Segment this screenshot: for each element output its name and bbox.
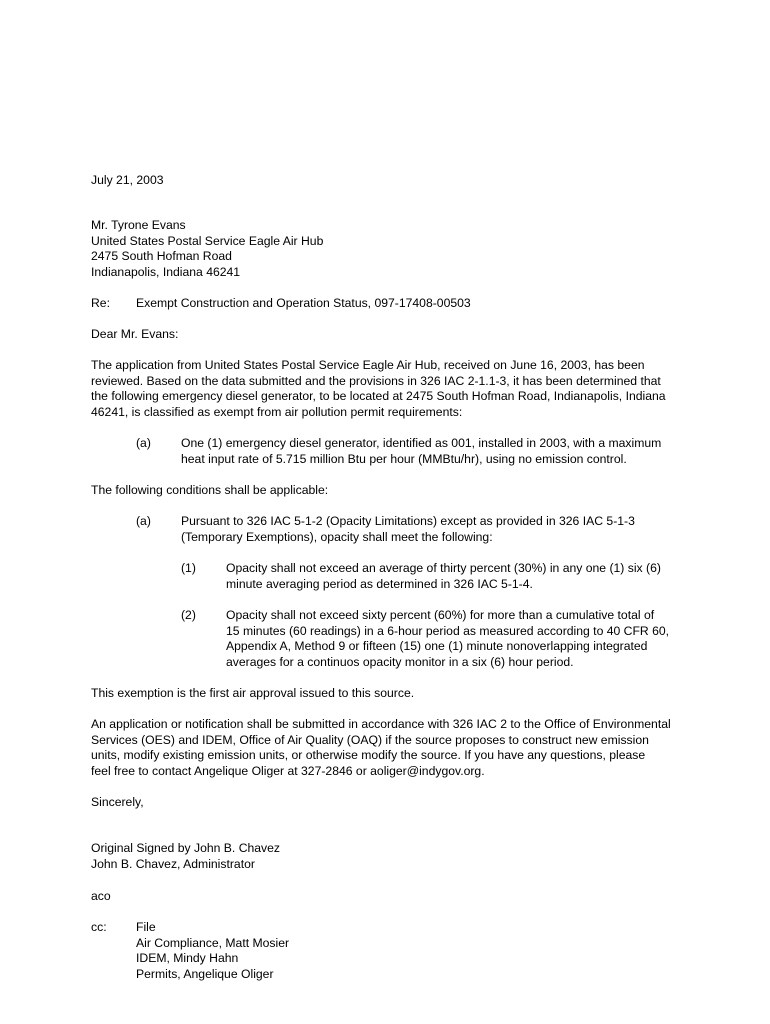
paragraph-line: Services (OES) and IDEM, Office of Air Quality (OAQ) if the source proposes to construct new emission <box>91 732 649 747</box>
sub-item-line: Opacity shall not exceed sixty percent (60%) for more than a cumulative total of <box>226 608 655 622</box>
list-item-line: heat input rate of 5.715 million Btu per hour (MMBtu/hr), using no emission control. <box>181 451 627 466</box>
typist-initials <box>91 889 691 905</box>
cc-recipient: Air Compliance, Matt Mosier <box>136 935 290 950</box>
recipient-name: Mr. Tyrone Evans <box>91 218 186 232</box>
list-marker: (a) <box>136 514 151 528</box>
recipient-city: Indianapolis, Indiana 46241 <box>91 264 241 279</box>
closing-text: Sincerely, <box>91 795 144 809</box>
subject-line <box>91 296 691 312</box>
salutation-text: Dear Mr. Evans: <box>91 327 179 341</box>
paragraph-line: The application from United States Postal Service Eagle Air Hub, received on June 16, 2003, has been <box>91 358 645 372</box>
conditions-intro <box>91 483 691 499</box>
signature-line: Original Signed by John B. Chavez <box>91 841 281 855</box>
first-approval-text: This exemption is the first air approval issued to this source. <box>91 686 415 700</box>
sub-item-line: averages for a continuos opacity monitor in a six (6) hour period. <box>226 654 574 669</box>
signer-title: John B. Chavez, Administrator <box>91 856 255 871</box>
recipient-street: 2475 South Hofman Road <box>91 249 232 264</box>
paragraph-line: reviewed. Based on the data submitted and the provisions in 326 IAC 2-1.1-3, it has been determined that <box>91 373 661 388</box>
list-item-line: (Temporary Exemptions), opacity shall meet the following: <box>181 529 493 544</box>
salutation <box>91 327 691 343</box>
paragraph-line: the following emergency diesel generator, to be located at 2475 South Hofman Road, Indianapolis, Indiana <box>91 389 666 404</box>
intro-paragraph <box>91 358 691 420</box>
sub-item-line: minute averaging period as determined in 326 IAC 5-1-4. <box>226 576 533 591</box>
sub-item-line: Appendix A, Method 9 or fifteen (15) one (1) minute nonoverlapping integrated <box>226 639 648 654</box>
first-approval-paragraph <box>91 686 691 702</box>
paragraph-line: An application or notification shall be submitted in accordance with 326 IAC 2 to the Office of Environmental <box>91 717 671 731</box>
initials-text: aco <box>91 889 111 903</box>
cc-recipient: IDEM, Mindy Hahn <box>136 951 239 966</box>
list-marker: (a) <box>136 436 151 450</box>
sub-list-marker: (1) <box>181 561 196 575</box>
paragraph-line: units, modify existing emission units, or otherwise modify the source. If you have any questions, please <box>91 748 646 763</box>
notice-paragraph <box>91 717 691 779</box>
cc-recipient: Permits, Angelique Oliger <box>136 966 274 981</box>
signature-block <box>91 841 691 872</box>
paragraph-line: 46241, is classified as exempt from air pollution permit requirements: <box>91 404 463 419</box>
re-label: Re: <box>91 296 110 310</box>
conditions-intro-text: The following conditions shall be applicable: <box>91 483 329 497</box>
re-subject: Exempt Construction and Operation Status, 097-17408-00503 <box>136 296 471 310</box>
recipient-address <box>91 218 691 280</box>
email-line: feel free to contact Angelique Oliger at 327-2846 or aoliger@indygov.org. <box>91 763 485 778</box>
recipient-organization: United States Postal Service Eagle Air Hub <box>91 233 324 248</box>
date-text: July 21, 2003 <box>91 173 164 187</box>
cc-recipient: File <box>136 920 156 934</box>
sub-item-line: Opacity shall not exceed an average of thirty percent (30%) in any one (1) six (6) <box>226 561 661 575</box>
sub-item-line: 15 minutes (60 readings) in a 6-hour period as measured according to 40 CFR 60, <box>226 623 670 638</box>
letter-date <box>91 173 691 189</box>
sub-list-marker: (2) <box>181 608 196 622</box>
cc-label: cc: <box>91 920 107 934</box>
closing <box>91 795 691 811</box>
list-item-line: One (1) emergency diesel generator, identified as 001, installed in 2003, with a maximum <box>181 436 662 450</box>
list-item-line: Pursuant to 326 IAC 5-1-2 (Opacity Limitations) except as provided in 326 IAC 5-1-3 <box>181 514 635 528</box>
